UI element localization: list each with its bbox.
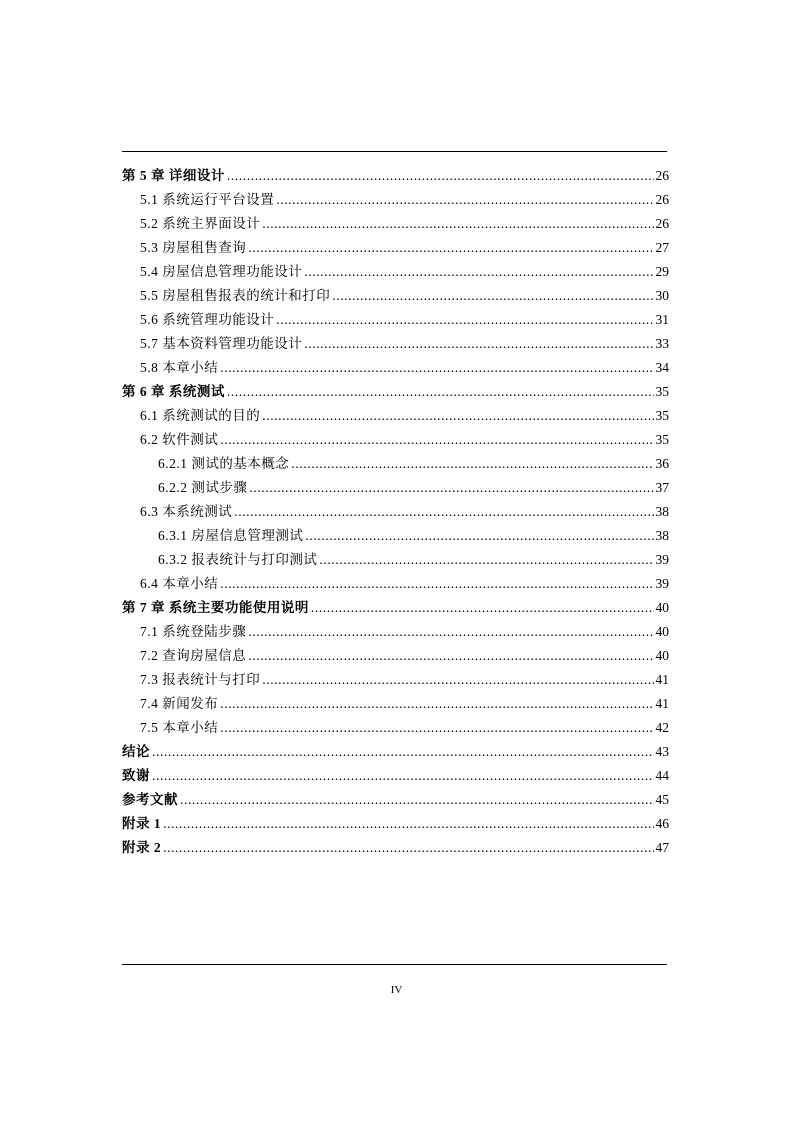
dot-leader	[152, 740, 654, 764]
dot-leader	[163, 812, 653, 836]
dot-leader	[227, 380, 654, 404]
toc-entry-page: 40	[655, 600, 669, 615]
toc-entry-page: 27	[655, 240, 669, 255]
toc-entry-page: 34	[655, 360, 669, 375]
dot-leader	[311, 596, 654, 620]
dot-leader	[248, 644, 653, 668]
toc-entry-page: 38	[655, 528, 669, 543]
toc-entry-page: 39	[655, 552, 669, 567]
toc-entry[interactable]	[122, 332, 669, 356]
toc-entry-title: 6.2.2 测试步骤	[158, 480, 248, 495]
toc-entry-page: 26	[655, 168, 669, 183]
dot-leader	[262, 404, 653, 428]
toc-entry-page: 43	[655, 744, 669, 759]
dot-leader	[248, 236, 653, 260]
dot-leader	[220, 428, 653, 452]
toc-entry[interactable]	[122, 668, 669, 692]
dot-leader	[180, 788, 654, 812]
toc-entry-title: 5.5 房屋租售报表的统计和打印	[140, 288, 331, 303]
dot-leader	[319, 548, 653, 572]
dot-leader	[249, 476, 653, 500]
dot-leader	[220, 572, 653, 596]
toc-entry-page: 26	[655, 192, 669, 207]
dot-leader	[305, 524, 653, 548]
toc-entry[interactable]	[122, 164, 669, 188]
toc-entry-page: 35	[655, 408, 669, 423]
header-rule	[122, 151, 667, 152]
toc-entry[interactable]	[122, 380, 669, 404]
dot-leader	[276, 188, 653, 212]
footer-rule	[122, 964, 667, 965]
dot-leader	[262, 668, 653, 692]
toc-entry[interactable]	[122, 500, 669, 524]
toc-entry[interactable]	[122, 644, 669, 668]
toc-entry-title: 5.8 本章小结	[140, 360, 219, 375]
toc-entry-title: 5.3 房屋租售查询	[140, 240, 247, 255]
toc-entry-title: 6.1 系统测试的目的	[140, 408, 261, 423]
toc-entry[interactable]	[122, 788, 669, 812]
toc-entry-title: 第 5 章 详细设计	[122, 168, 225, 183]
toc-entry-title: 致谢	[122, 768, 150, 783]
toc-entry-title: 6.3 本系统测试	[140, 504, 233, 519]
dot-leader	[332, 284, 653, 308]
toc-entry[interactable]	[122, 620, 669, 644]
toc-entry-title: 7.4 新闻发布	[140, 696, 219, 711]
toc-entry-title: 5.7 基本资料管理功能设计	[140, 336, 303, 351]
toc-entry[interactable]	[122, 260, 669, 284]
toc-entry[interactable]	[122, 452, 669, 476]
toc-entry[interactable]	[122, 740, 669, 764]
toc-entry-page: 42	[655, 720, 669, 735]
toc-entry[interactable]	[122, 188, 669, 212]
toc-entry[interactable]	[122, 404, 669, 428]
toc-entry[interactable]	[122, 524, 669, 548]
table-of-contents	[122, 164, 669, 860]
dot-leader	[234, 500, 653, 524]
toc-entry-title: 参考文献	[122, 792, 178, 807]
toc-entry-title: 附录 2	[122, 840, 162, 855]
toc-entry[interactable]	[122, 284, 669, 308]
toc-entry-title: 7.5 本章小结	[140, 720, 219, 735]
toc-entry-title: 6.3.1 房屋信息管理测试	[158, 528, 304, 543]
toc-entry-title: 附录 1	[122, 816, 162, 831]
dot-leader	[262, 212, 653, 236]
toc-entry[interactable]	[122, 836, 669, 860]
toc-entry[interactable]	[122, 596, 669, 620]
toc-entry-page: 29	[655, 264, 669, 279]
toc-entry-page: 47	[655, 840, 669, 855]
toc-entry[interactable]	[122, 572, 669, 596]
toc-entry-title: 6.2 软件测试	[140, 432, 219, 447]
toc-entry[interactable]	[122, 428, 669, 452]
toc-entry-title: 6.3.2 报表统计与打印测试	[158, 552, 318, 567]
toc-entry[interactable]	[122, 356, 669, 380]
toc-entry-page: 26	[655, 216, 669, 231]
toc-entry-page: 38	[655, 504, 669, 519]
toc-entry-page: 30	[655, 288, 669, 303]
toc-entry[interactable]	[122, 764, 669, 788]
toc-entry-page: 41	[655, 672, 669, 687]
toc-entry-page: 45	[655, 792, 669, 807]
toc-entry[interactable]	[122, 548, 669, 572]
toc-entry-title: 5.6 系统管理功能设计	[140, 312, 275, 327]
page-number: IV	[390, 984, 403, 996]
toc-entry-title: 7.1 系统登陆步骤	[140, 624, 247, 639]
toc-entry[interactable]	[122, 212, 669, 236]
toc-entry-page: 35	[655, 384, 669, 399]
toc-entry[interactable]	[122, 812, 669, 836]
toc-entry[interactable]	[122, 308, 669, 332]
dot-leader	[220, 692, 653, 716]
toc-entry-page: 36	[655, 456, 669, 471]
toc-entry-title: 5.2 系统主界面设计	[140, 216, 261, 231]
dot-leader	[304, 260, 653, 284]
dot-leader	[276, 308, 653, 332]
toc-entry-title: 6.4 本章小结	[140, 576, 219, 591]
toc-entry-page: 31	[655, 312, 669, 327]
toc-entry-title: 第 7 章 系统主要功能使用说明	[122, 600, 309, 615]
dot-leader	[304, 332, 653, 356]
dot-leader	[163, 836, 653, 860]
dot-leader	[227, 164, 654, 188]
toc-entry[interactable]	[122, 236, 669, 260]
toc-entry-page: 46	[655, 816, 669, 831]
toc-entry[interactable]	[122, 716, 669, 740]
toc-entry-page: 44	[655, 768, 669, 783]
toc-entry-page: 37	[655, 480, 669, 495]
toc-entry-title: 7.2 查询房屋信息	[140, 648, 247, 663]
toc-entry-title: 第 6 章 系统测试	[122, 384, 225, 399]
toc-entry-page: 40	[655, 624, 669, 639]
dot-leader	[220, 716, 653, 740]
dot-leader	[291, 452, 653, 476]
dot-leader	[152, 764, 654, 788]
toc-entry[interactable]	[122, 692, 669, 716]
toc-entry-title: 5.1 系统运行平台设置	[140, 192, 275, 207]
dot-leader	[220, 356, 653, 380]
toc-entry-title: 结论	[122, 744, 150, 759]
toc-entry-title: 7.3 报表统计与打印	[140, 672, 261, 687]
toc-entry-page: 35	[655, 432, 669, 447]
toc-entry-title: 6.2.1 测试的基本概念	[158, 456, 290, 471]
toc-entry-title: 5.4 房屋信息管理功能设计	[140, 264, 303, 279]
toc-entry[interactable]	[122, 476, 669, 500]
toc-entry-page: 41	[655, 696, 669, 711]
toc-entry-page: 39	[655, 576, 669, 591]
dot-leader	[248, 620, 653, 644]
toc-entry-page: 40	[655, 648, 669, 663]
toc-entry-page: 33	[655, 336, 669, 351]
